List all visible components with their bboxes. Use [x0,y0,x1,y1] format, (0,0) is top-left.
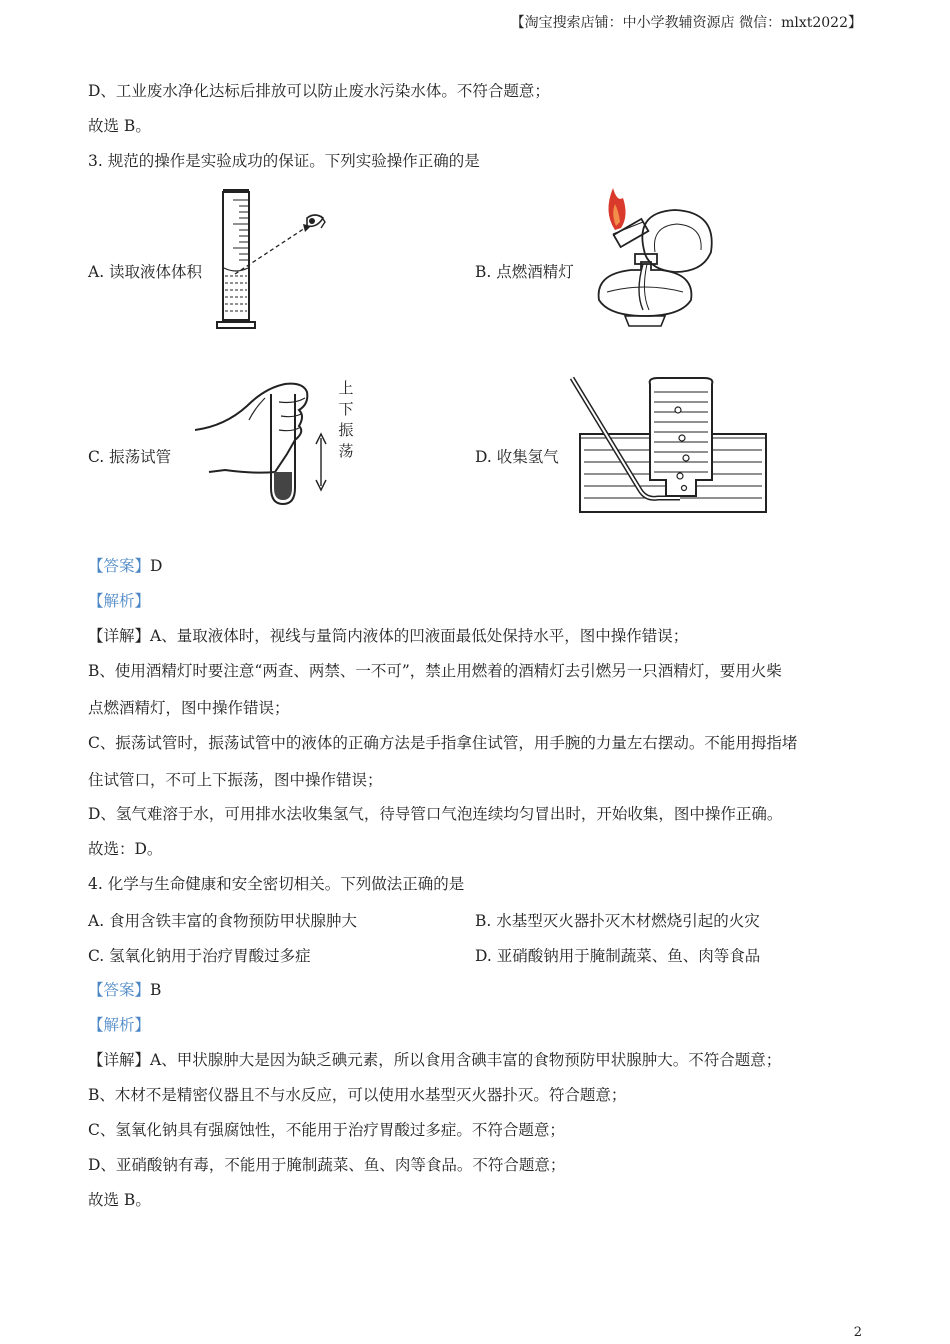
q4-option-a: A. 食用含铁丰富的食物预防甲状腺肿大 [88,912,358,930]
q3-analysis-tag [88,590,150,612]
answer-tag: 【答案】 [88,981,151,999]
q3-detail-line-6: 故选：D。 [88,840,163,858]
q3-detail-line-2: 点燃酒精灯，图中操作错误； [88,699,290,717]
annotation-char: 振 [338,421,354,439]
q3-detail-line-4: 住试管口，不可上下振荡，图中操作错误； [88,771,383,789]
page-header: 【淘宝搜索店铺：中小学教辅资源店 微信：mlxt2022】 [510,15,862,31]
q3-detail-line-1: B、使用酒精灯时要注意“两查、两禁、一不可”，禁止用燃着的酒精灯去引燃另一只酒精灯，要用火柴 [88,662,782,680]
q3-answer [88,555,162,577]
q3-answer-value: D [150,557,163,575]
q3-detail-line-0 [88,625,688,647]
q4-detail-line-2: C、氢氧化钠具有强腐蚀性，不能用于治疗胃酸过多症。不符合题意； [88,1121,565,1139]
q3-option-b: B. 点燃酒精灯 [475,263,574,281]
q4-answer-value: B [150,981,162,999]
q3-detail-line-3: C、振荡试管时，振荡试管中的液体的正确方法是手指拿住试管，用手腕的力量左右摆动。不能用拇指堵 [88,734,798,752]
q4-stem: 4. 化学与生命健康和安全密切相关。下列做法正确的是 [88,875,465,893]
annotation-char: 下 [338,400,354,418]
figure-read-cylinder [215,188,335,333]
q3-option-a: A. 读取液体体积 [88,263,203,281]
page-number: 2 [853,1325,862,1340]
q4-analysis-tag [88,1014,150,1036]
q3-option-d: D. 收集氢气 [475,448,559,466]
q4-answer [88,979,161,1001]
q3-detail-line-5: D、氢气难溶于水，可用排水法收集氢气，待导管口气泡连续均匀冒出时，开始收集，图中操作正确。 [88,805,783,823]
q4-option-c: C. 氢氧化钠用于治疗胃酸过多症 [88,947,311,965]
figure-light-lamp [585,182,725,332]
q4-option-d: D. 亚硝酸钠用于腌制蔬菜、鱼、肉等食品 [475,947,761,965]
q4-detail-line-1: B、木材不是精密仪器且不与水反应，可以使用水基型灭火器扑灭。符合题意； [88,1086,627,1104]
q3-stem: 3. 规范的操作是实验成功的保证。下列实验操作正确的是 [88,152,480,170]
q2-choice: 故选 B。 [88,117,151,135]
detail-tag: 【详解】 [88,627,151,645]
q3-option-c: C. 振荡试管 [88,448,172,466]
figure-c-annotation [336,378,356,462]
detail-text: A、甲状腺肿大是因为缺乏碘元素，所以食用含碘丰富的食物预防甲状腺肿大。不符合题意； [150,1051,782,1069]
q2-option-d-explanation: D、工业废水净化达标后排放可以防止废水污染水体。不符合题意； [88,82,550,100]
annotation-char: 荡 [338,442,354,460]
annotation-char: 上 [338,379,354,397]
detail-tag: 【详解】 [88,1051,151,1069]
q4-detail-line-0 [88,1049,781,1071]
analysis-tag: 【解析】 [88,592,151,610]
analysis-tag: 【解析】 [88,1016,151,1034]
answer-tag: 【答案】 [88,557,151,575]
q4-detail-line-4: 故选 B。 [88,1191,151,1209]
q4-option-b: B. 水基型灭火器扑灭木材燃烧引起的火灾 [475,912,760,930]
q4-detail-line-3: D、亚硝酸钠有毒，不能用于腌制蔬菜、鱼、肉等食品。不符合题意； [88,1156,566,1174]
detail-text: A、量取液体时，视线与量筒内液体的凹液面最低处保持水平，图中操作错误； [150,627,689,645]
figure-collect-hydrogen [568,376,778,516]
